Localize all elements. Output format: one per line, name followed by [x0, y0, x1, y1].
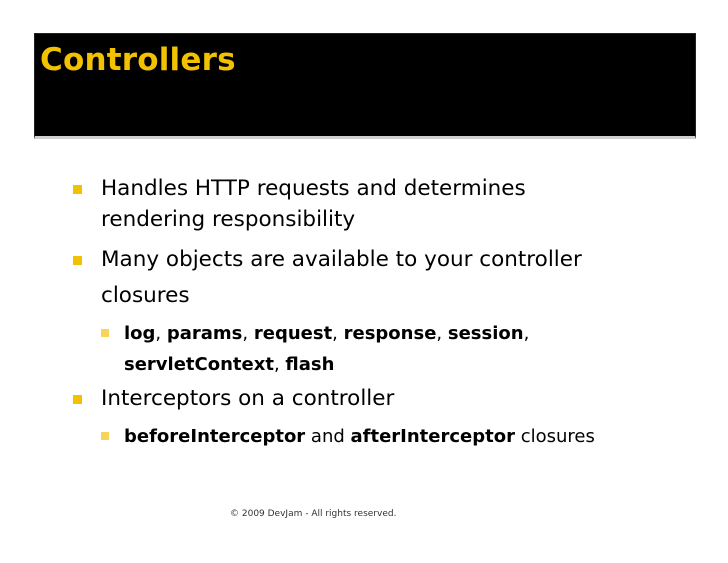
sub-bullet-marker	[101, 432, 109, 440]
term-response: response	[343, 323, 437, 344]
separator: ,	[332, 323, 344, 344]
bullet-marker	[73, 185, 82, 194]
bullet-marker	[73, 395, 82, 404]
bullet-text: Handles HTTP requests and determines	[101, 176, 526, 201]
sub-bullet-marker	[101, 329, 109, 337]
separator: ,	[273, 354, 286, 375]
term-session: session	[447, 323, 524, 344]
separator: ,	[523, 323, 530, 344]
sub-bullet-text	[124, 425, 595, 449]
sub-bullet-text	[124, 322, 529, 346]
bullet-text: closures	[101, 283, 190, 308]
term-flash: flash	[285, 354, 335, 375]
trailing-text: closures	[514, 426, 595, 447]
separator: ,	[436, 323, 448, 344]
separator: ,	[155, 323, 167, 344]
bullet-text: Interceptors on a controller	[101, 386, 395, 411]
separator: ,	[242, 323, 254, 344]
footer-copyright: © 2009 DevJam - All rights reserved.	[230, 509, 397, 519]
term-servletcontext: servletContext	[124, 354, 274, 375]
bullet-text: Many objects are available to your controller	[101, 247, 582, 272]
term-request: request	[253, 323, 333, 344]
conjunction: and	[305, 426, 351, 447]
slide-title: Controllers	[40, 42, 236, 78]
term-params: params	[166, 323, 243, 344]
term-beforeinterceptor: beforeInterceptor	[124, 426, 306, 447]
sub-bullet-text	[124, 353, 334, 377]
term-log: log	[124, 323, 156, 344]
bullet-marker	[73, 256, 82, 265]
bullet-text: rendering responsibility	[101, 207, 356, 232]
term-afterinterceptor: afterInterceptor	[350, 426, 515, 447]
